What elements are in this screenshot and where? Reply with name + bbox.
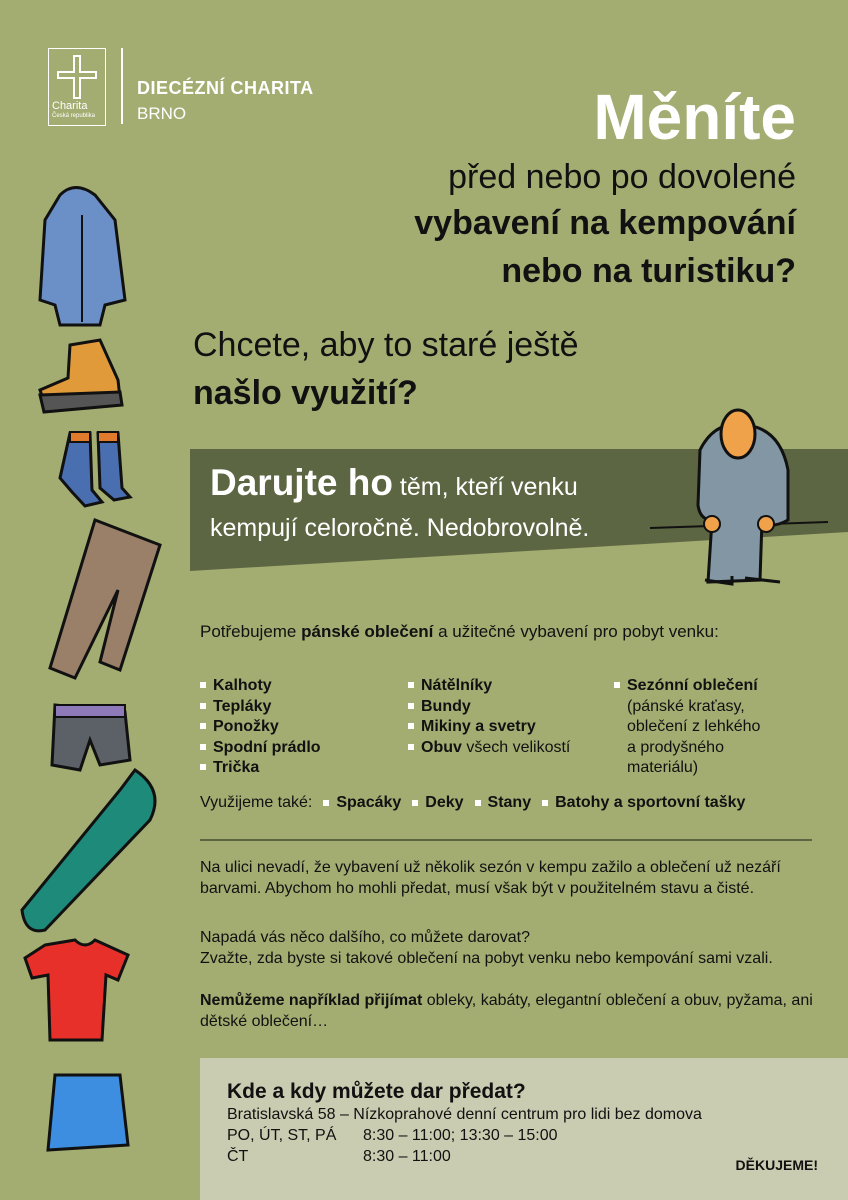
jacket-icon [40, 188, 125, 326]
list-item: Sezónní oblečení (pánské kraťasy, oblečení z lehkého a prodyšného materiálu) [614, 676, 804, 779]
also-label: Využijeme také: [200, 794, 313, 811]
needs-bold: pánské oblečení [301, 622, 434, 641]
section-divider [200, 839, 812, 841]
hours-row: PO, ÚT, ST, PÁ 8:30 – 11:00; 13:30 – 15:00 [227, 1127, 558, 1144]
list-item: Mikiny a svetry [408, 717, 570, 738]
list-item: Bundy [408, 697, 570, 718]
socks-icon [60, 432, 130, 506]
list-item: Ponožky [200, 717, 321, 738]
needs-intro [200, 622, 719, 642]
list-item: Obuv všech velikostí [408, 738, 570, 759]
question-line1: Chcete, aby to staré ještě [193, 326, 579, 364]
banner-line2: kempují celoročně. Nedobrovolně. [210, 514, 590, 542]
sleeping-bag-icon [22, 770, 155, 931]
list-item: Nátělníky [408, 676, 570, 697]
hours-row: ČT 8:30 – 11:00 [227, 1148, 451, 1165]
headline-line2: vybavení na kempování [414, 204, 796, 242]
logo-mark-text: Charita [52, 100, 88, 112]
list-item: Spodní prádlo [200, 738, 321, 759]
list-item: Trička [200, 758, 321, 779]
footer-title: Kde a kdy můžete dar předat? [227, 1080, 526, 1103]
paragraph-condition: Na ulici nevadí, že vybavení už několik sezón v kempu zažilo a oblečení už nezáří barvami. Abychom ho mohli předat, musí však být v použitelném stavu a čisté. [200, 859, 781, 897]
paragraph-other: Napadá vás něco dalšího, co můžete darovat? Zvažte, zda byste si takové oblečení na pobyt venku nebo kempování sami vzali. [200, 929, 773, 967]
question-line2: našlo využití? [193, 374, 418, 412]
trousers-icon [50, 520, 160, 678]
list-item: Spacáky [336, 794, 402, 811]
needs-post: a užitečné vybavení pro pobyt venku: [433, 622, 719, 641]
list-item: Stany [487, 794, 532, 811]
list-item: Kalhoty [200, 676, 321, 697]
paragraph-exclusions: Nemůžeme například přijímat obleky, kabáty, elegantní oblečení a obuv, pyžama, ani dětské oblečení… [200, 992, 813, 1030]
needs-pre: Potřebujeme [200, 622, 302, 641]
shorts-icon [52, 705, 130, 770]
headline-line3: nebo na turistiku? [501, 252, 796, 290]
headline-big: Měníte [593, 81, 796, 153]
vest-icon [48, 1075, 128, 1150]
needs-list-3 [614, 676, 804, 779]
also-list [200, 794, 745, 812]
footer-address: Bratislavská 58 – Nízkoprahové denní centrum pro lidi bez domova [227, 1106, 702, 1123]
thanks-text: DĚKUJEME! [735, 1157, 818, 1173]
needs-list-2 [408, 676, 570, 758]
headline-line1: před nebo po dovolené [448, 158, 796, 196]
org-city: BRNO [137, 104, 187, 123]
org-name: DIECÉZNÍ CHARITA [137, 78, 314, 98]
list-item: Deky [425, 794, 464, 811]
clothing-illustrations [0, 0, 190, 1200]
banner-bold: Darujte ho [210, 462, 393, 503]
logo-mark-sub: Česká republika [52, 113, 96, 119]
needs-list-1 [200, 676, 321, 779]
tshirt-icon [25, 940, 128, 1040]
list-item: Tepláky [200, 697, 321, 718]
list-item: Batohy a sportovní tašky [555, 794, 746, 811]
boot-icon [40, 340, 122, 412]
banner-rest: těm, kteří venku [392, 473, 578, 501]
